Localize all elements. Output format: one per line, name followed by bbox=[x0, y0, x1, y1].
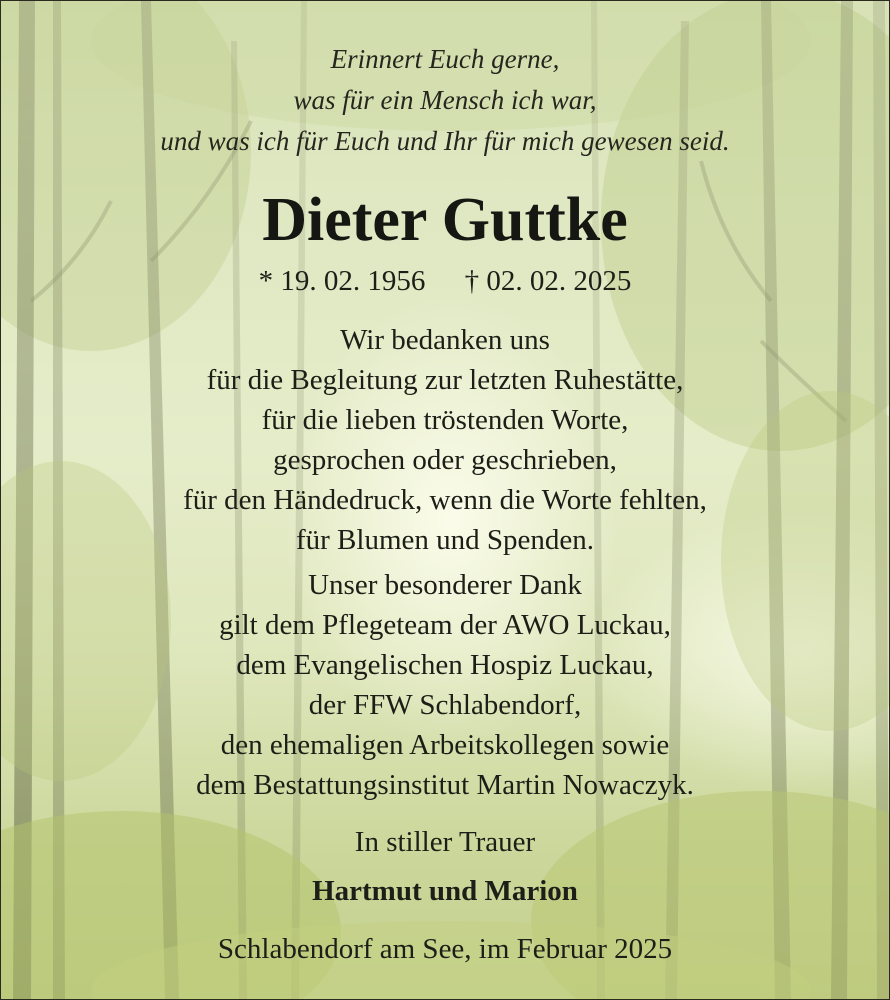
special-thanks-line: dem Bestattungsinstitut Martin Nowaczyk. bbox=[196, 769, 694, 801]
thanks-line: gesprochen oder geschrieben, bbox=[273, 444, 617, 476]
motto-line: und was ich für Euch und Ihr für mich gewesen seid. bbox=[160, 126, 730, 156]
motto-line: was für ein Mensch ich war, bbox=[293, 85, 597, 115]
place-date: Schlabendorf am See, im Februar 2025 bbox=[217, 933, 673, 965]
signed-by: Hartmut und Marion bbox=[312, 875, 578, 907]
mourning-text: In stiller Trauer bbox=[354, 826, 536, 858]
thanks-line: für den Händedruck, wenn die Worte fehlten, bbox=[183, 484, 707, 516]
thanks-line: für die Begleitung zur letzten Ruhestätte, bbox=[206, 364, 684, 396]
motto-line: Erinnert Euch gerne, bbox=[330, 44, 560, 74]
thanks-line: Wir bedanken uns bbox=[340, 324, 550, 356]
thanks-line: für die lieben tröstenden Worte, bbox=[261, 404, 629, 436]
life-dates bbox=[1, 263, 889, 299]
special-thanks-line: dem Evangelischen Hospiz Luckau, bbox=[236, 649, 654, 681]
special-thanks-line: gilt dem Pflegeteam der AWO Luckau, bbox=[219, 609, 671, 641]
special-thanks-line: Unser besonderer Dank bbox=[308, 569, 582, 601]
special-thanks-line: den ehemaligen Arbeitskollegen sowie bbox=[220, 729, 670, 761]
birth-date: * 19. 02. 1956 bbox=[258, 265, 426, 297]
thanks-line: für Blumen und Spenden. bbox=[295, 524, 594, 556]
deceased-name: Dieter Guttke bbox=[262, 186, 628, 254]
death-date: † 02. 02. 2025 bbox=[464, 265, 632, 297]
special-thanks-line: der FFW Schlabendorf, bbox=[308, 689, 582, 721]
